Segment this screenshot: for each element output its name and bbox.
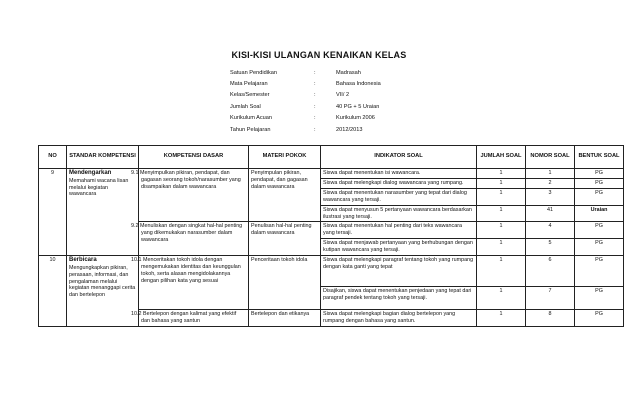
cell-jumlah: 1	[477, 188, 526, 205]
header-row	[39, 146, 624, 169]
column-header-bentuk: BENTUK SOAL	[575, 146, 624, 169]
cell-bentuk: Uraian	[575, 205, 624, 222]
cell-indikator: Siswa dapat menjawab pertanyaan yang berhubungan dengan kutipan wawancara yang tersaji.	[321, 239, 477, 256]
table-row	[39, 256, 624, 287]
column-header-materi: MATERI POKOK	[249, 146, 321, 169]
cell-jumlah: 1	[477, 256, 526, 287]
info-key: Tahun Pelajaran	[230, 126, 271, 133]
document-info	[230, 67, 456, 135]
column-header-indikator: INDIKATOR SOAL	[321, 146, 477, 169]
cell-nomor: 2	[526, 178, 575, 188]
cell-nomor: 6	[526, 256, 575, 287]
info-key: Mata Pelajaran	[230, 81, 268, 88]
info-value: 2012/2013	[336, 126, 363, 133]
info-colon: :	[314, 103, 316, 110]
sk-title: Mendengarkan	[69, 170, 112, 176]
cell-bentuk: PG	[575, 188, 624, 205]
cell-indikator: Disajikan, siswa dapat menentukan penjedaan yang tepat dari paragraf pendek tentang tokoh yang tersaji.	[321, 287, 477, 310]
page-title: KISI-KISI ULANGAN KENAIKAN KELAS	[231, 50, 407, 60]
info-value: VII/ 2	[336, 92, 350, 99]
cell-materi-pokok: Penulisan hal-hal penting dalam wawancara	[249, 222, 321, 256]
cell-bentuk: PG	[575, 256, 624, 287]
info-value: Kurikulum 2006	[336, 115, 375, 122]
cell-materi-pokok: Penceritaan tokoh idola	[249, 256, 321, 310]
info-value: Bahasa Indonesia	[336, 81, 381, 88]
cell-nomor: 5	[526, 239, 575, 256]
info-key: Kelas/Semester	[230, 92, 270, 99]
cell-indikator: Siswa dapat melengkapi bagian dialog bertelepon yang rumpang dengan bahasa yang santun.	[321, 310, 477, 327]
sk-description: Memahami wacana lisan melalui kegiatan wawancara	[69, 177, 129, 198]
cell-indikator: Siswa dapat menyusun 5 pertanyaan wawancara berdasarkan ilustrasi yang tersaji.	[321, 205, 477, 222]
column-header-kd: KOMPETENSI DASAR	[139, 146, 249, 169]
cell-no: 10	[39, 256, 67, 327]
cell-nomor: 7	[526, 287, 575, 310]
cell-bentuk: PG	[575, 239, 624, 256]
cell-kompetensi-dasar: 10.2 Bertelepon dengan kalimat yang efektif dan bahasa yang santun	[139, 310, 249, 327]
cell-jumlah: 1	[477, 205, 526, 222]
cell-indikator: Siswa dapat melengkapi dialog wawancara yang rumpang.	[321, 178, 477, 188]
info-colon: :	[314, 69, 316, 76]
column-header-sk: STANDAR KOMPETENSI	[67, 146, 139, 169]
cell-standar-kompetensi	[67, 169, 139, 256]
info-key: Kurikulum Acuan	[230, 115, 272, 122]
cell-jumlah: 1	[477, 287, 526, 310]
cell-indikator: Siswa dapat menentukan hal penting dari teks wawancara yang tersaji.	[321, 222, 477, 239]
cell-nomor: 4	[526, 222, 575, 239]
cell-materi-pokok: Bertelepon dan etikanya	[249, 310, 321, 327]
cell-nomor: 1	[526, 169, 575, 179]
table-row	[39, 169, 624, 179]
sk-title: Berbicara	[69, 257, 97, 264]
cell-standar-kompetensi	[67, 256, 139, 327]
cell-kompetensi-dasar: 9.2 Menuliskan dengan singkat hal-hal penting yang dikemukakan narasumber dalam wawancara	[139, 222, 249, 256]
info-colon: :	[314, 115, 316, 122]
cell-jumlah: 1	[477, 310, 526, 327]
cell-nomor: 41	[526, 205, 575, 222]
info-row	[230, 113, 456, 124]
info-row	[230, 78, 456, 89]
cell-indikator: Siswa dapat melengkapi paragraf tentang tokoh yang rumpang dengan kata ganti yang tepat	[321, 256, 477, 287]
cell-kompetensi-dasar: 9.1 Menyimpulkan pikiran, pendapat, dan gagasan seorang tokoh/narasumber yang disampaikan dalam wawancara	[139, 169, 249, 222]
kisi-kisi-table	[38, 145, 624, 327]
info-row	[230, 124, 456, 135]
cell-indikator: Siswa dapat menentukan narasumber yang tepat dari dialog wawancara yang tersaji.	[321, 188, 477, 205]
cell-bentuk: PG	[575, 287, 624, 310]
cell-nomor: 8	[526, 310, 575, 327]
cell-jumlah: 1	[477, 169, 526, 179]
info-value: 40 PG + 5 Uraian	[336, 103, 380, 110]
cell-bentuk: PG	[575, 178, 624, 188]
cell-indikator: Siswa dapat menentukan isi wawancara.	[321, 169, 477, 179]
info-row	[230, 67, 456, 78]
cell-no: 9	[39, 169, 67, 256]
info-colon: :	[314, 92, 316, 99]
info-colon: :	[314, 126, 316, 133]
info-key: Jumlah Soal	[230, 103, 261, 110]
cell-jumlah: 1	[477, 222, 526, 239]
cell-bentuk: PG	[575, 222, 624, 239]
info-colon: :	[314, 81, 316, 88]
column-header-no: NO	[39, 146, 67, 169]
column-header-jumlah: JUMLAH SOAL	[477, 146, 526, 169]
cell-jumlah: 1	[477, 239, 526, 256]
info-value: Madrasah	[336, 69, 361, 76]
sk-description: Mengungkapkan pikiran, perasaan, informasi, dan pengalaman melalui kegiatan menanggapi cerita dan bertelepon	[69, 264, 136, 299]
info-row	[230, 90, 456, 101]
cell-bentuk: PG	[575, 310, 624, 327]
info-key: Satuan Pendidikan	[230, 69, 277, 76]
cell-nomor: 3	[526, 188, 575, 205]
cell-materi-pokok: Penyimpulan pikiran, pendapat, dan gagasan dalam wawancara	[249, 169, 321, 222]
cell-kompetensi-dasar: 10.1 Menceritakan tokoh idola dengan mengemukakan identitas dan keunggulan tokoh, serta alasan mengidolakannya dengan pilihan kata yang sesuai	[139, 256, 249, 310]
cell-bentuk: PG	[575, 169, 624, 179]
column-header-nomor: NOMOR SOAL	[526, 146, 575, 169]
info-row	[230, 101, 456, 112]
cell-jumlah: 1	[477, 178, 526, 188]
